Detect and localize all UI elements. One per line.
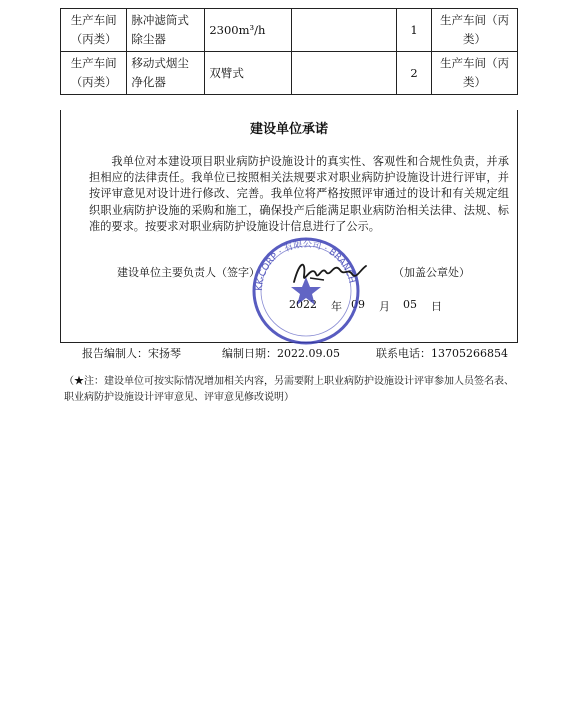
table-row: [61, 52, 518, 95]
date-day: 05: [403, 298, 417, 311]
device-cell: 脉冲滤筒式除尘器: [127, 9, 205, 52]
commitment-body: 我单位对本建设项目职业病防护设施设计的真实性、客观性和合规性负责，并承担相应的法律责任。我单位已按照相关法规要求对职业病防护设施设计进行评审，并按评审意见对设计进行修改、完善。我单位将严格按照评审通过的设计和有关规定组织职业病防护设施的采购和施工，确保投产后能满足职业病防治相关法律、法规、标准的要求。按要求对职业病防护设施设计信息进行了公示。: [89, 155, 509, 233]
spec-cell: 2300m³/h: [205, 9, 292, 52]
date-day-unit: 日: [431, 300, 442, 313]
svg-text:KK-CORP · 有限公司 · BRANCH: KK-CORP · 有限公司 · BRANCH: [254, 239, 357, 292]
preparation-date: 编制日期：2022.09.05: [222, 347, 340, 360]
date-month: 09: [351, 298, 365, 311]
quantity-cell: 1: [397, 9, 432, 52]
extra-cell: [291, 9, 396, 52]
company-seal: [248, 233, 364, 349]
date-month-unit: 月: [379, 300, 390, 313]
workshop-cell: 生产车间（丙类）: [61, 9, 127, 52]
extra-cell: [291, 52, 396, 95]
seal-label: （加盖公章处）: [393, 266, 470, 279]
workshop-cell: 生产车间（丙类）: [61, 52, 127, 95]
equipment-table: [60, 8, 518, 95]
handwritten-signature: [290, 256, 370, 290]
commitment-title: 建设单位承诺: [249, 122, 328, 137]
contact-phone: 联系电话：13705266854: [376, 347, 508, 360]
date-year-unit: 年: [331, 300, 342, 313]
location-cell: 生产车间（丙类）: [431, 9, 517, 52]
device-cell: 移动式烟尘净化器: [127, 52, 205, 95]
location-cell: 生产车间（丙类）: [431, 52, 517, 95]
preparer-name: 报告编制人：宋扬琴: [82, 347, 181, 360]
quantity-cell: 2: [397, 52, 432, 95]
date-year: 2022: [289, 298, 317, 311]
sign-label: 建设单位主要负责人（签字）: [117, 266, 260, 279]
spec-cell: 双臂式: [205, 52, 292, 95]
report-footer: [0, 345, 573, 363]
footnote: （★注：建设单位可按实际情况增加相关内容，另需要附上职业病防护设施设计评审参加人员签名表、职业病防护设施设计评审意见、评审意见修改说明）: [64, 376, 514, 403]
table-row: [61, 9, 518, 52]
